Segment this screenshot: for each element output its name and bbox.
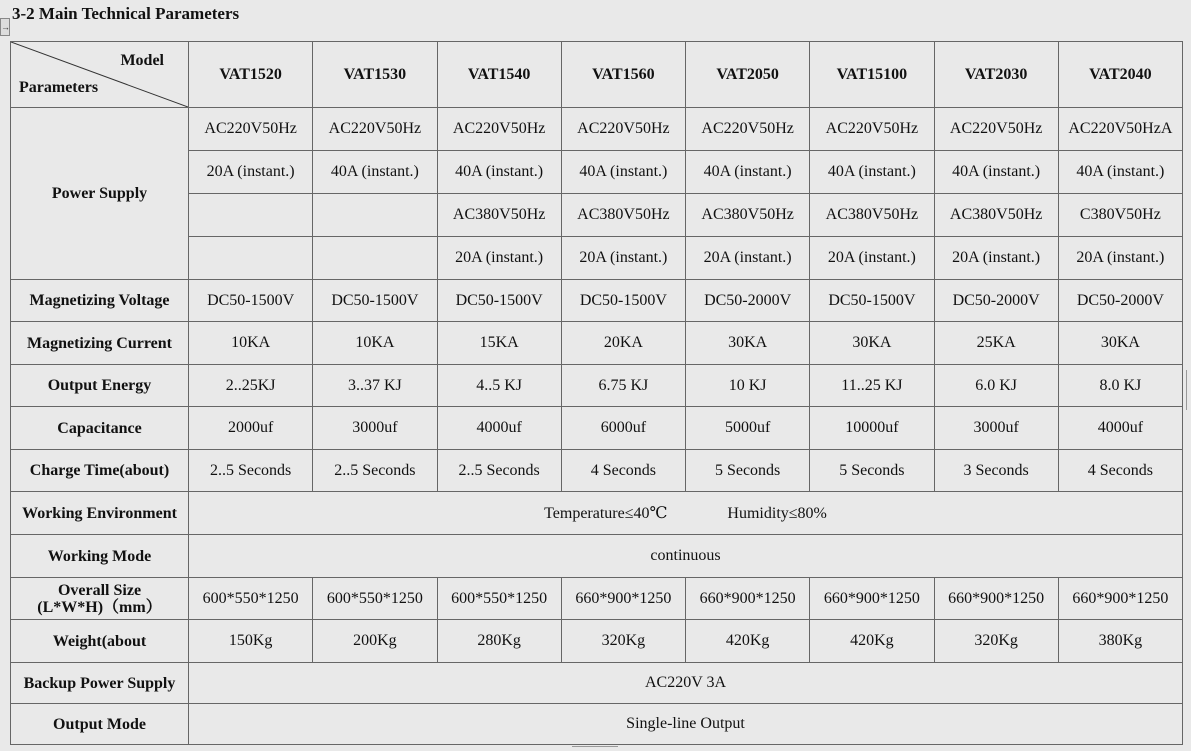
- table-cell: AC380V50Hz: [686, 194, 810, 237]
- table-cell: 20A (instant.): [810, 237, 934, 280]
- output-energy-row: [11, 365, 1183, 407]
- table-cell: 600*550*1250: [313, 578, 437, 620]
- table-cell: 30KA: [686, 322, 810, 365]
- scroll-edge: [1186, 370, 1191, 410]
- table-cell: 40A (instant.): [437, 151, 561, 194]
- table-cell: AC220V50Hz: [313, 108, 437, 151]
- row-label: Magnetizing Current: [11, 322, 189, 365]
- table-cell: 25KA: [934, 322, 1058, 365]
- table-cell: 320Kg: [934, 620, 1058, 663]
- working-mode-row: [11, 535, 1183, 578]
- row-label: Magnetizing Voltage: [11, 280, 189, 322]
- table-cell: AC380V50Hz: [810, 194, 934, 237]
- table-cell: 40A (instant.): [1058, 151, 1182, 194]
- table-cell: C380V50Hz: [1058, 194, 1182, 237]
- table-cell: AC220V50Hz: [934, 108, 1058, 151]
- table-cell: 660*900*1250: [810, 578, 934, 620]
- table-cell: 10KA: [189, 322, 313, 365]
- power-supply-label: Power Supply: [11, 108, 189, 280]
- table-cell: DC50-2000V: [934, 280, 1058, 322]
- row-label: Output Mode: [11, 704, 189, 745]
- table-cell: DC50-2000V: [686, 280, 810, 322]
- table-cell: 320Kg: [561, 620, 685, 663]
- table-cell: AC220V50Hz: [561, 108, 685, 151]
- page-heading: 3-2 Main Technical Parameters: [12, 4, 240, 23]
- table-cell: [189, 194, 313, 237]
- row-label: Backup Power Supply: [11, 663, 189, 704]
- scroll-marker: [572, 746, 618, 751]
- table-cell: 2..5 Seconds: [189, 450, 313, 492]
- technical-parameters-table: [10, 41, 1183, 745]
- overall-size-label-line1: Overall Size: [57, 581, 142, 599]
- table-cell: 10KA: [313, 322, 437, 365]
- working-mode-value: continuous: [189, 535, 1183, 578]
- capacitance-row: [11, 407, 1183, 450]
- table-cell: 6000uf: [561, 407, 685, 450]
- row-label: Working Environment: [11, 492, 189, 535]
- table-cell: DC50-1500V: [313, 280, 437, 322]
- table-cell: 3000uf: [313, 407, 437, 450]
- backup-power-row: [11, 663, 1183, 704]
- table-cell: 420Kg: [686, 620, 810, 663]
- table-cell: 3000uf: [934, 407, 1058, 450]
- table-cell: DC50-1500V: [437, 280, 561, 322]
- table-cell: 10000uf: [810, 407, 934, 450]
- table-cell: 40A (instant.): [934, 151, 1058, 194]
- table-cell: AC380V50Hz: [437, 194, 561, 237]
- humidity-value: Humidity≤80%: [727, 505, 827, 522]
- table-cell: 600*550*1250: [437, 578, 561, 620]
- table-cell: 20A (instant.): [189, 151, 313, 194]
- table-cell: 30KA: [1058, 322, 1182, 365]
- table-cell: 5000uf: [686, 407, 810, 450]
- table-cell: DC50-1500V: [810, 280, 934, 322]
- model-cell: VAT1560: [561, 42, 685, 108]
- table-cell: 40A (instant.): [810, 151, 934, 194]
- table-cell: 280Kg: [437, 620, 561, 663]
- table-cell: 20A (instant.): [934, 237, 1058, 280]
- table-cell: 380Kg: [1058, 620, 1182, 663]
- table-cell: [313, 194, 437, 237]
- table-cell: 660*900*1250: [934, 578, 1058, 620]
- table-cell: AC220V50Hz: [686, 108, 810, 151]
- table-cell: [313, 237, 437, 280]
- table-cell: 40A (instant.): [686, 151, 810, 194]
- magnetizing-voltage-row: [11, 280, 1183, 322]
- output-mode-value: Single-line Output: [189, 704, 1183, 745]
- row-label: Charge Time(about): [11, 450, 189, 492]
- model-header-row: [11, 42, 1183, 108]
- overall-size-label-line2: (L*W*H)（mm）: [37, 598, 162, 616]
- table-cell: DC50-1500V: [561, 280, 685, 322]
- table-cell: DC50-2000V: [1058, 280, 1182, 322]
- table-cell: 600*550*1250: [189, 578, 313, 620]
- table-cell: 4..5 KJ: [437, 365, 561, 407]
- model-cell: VAT2050: [686, 42, 810, 108]
- table-cell: AC220V50HzA: [1058, 108, 1182, 151]
- table-cell: 40A (instant.): [561, 151, 685, 194]
- table-cell: 150Kg: [189, 620, 313, 663]
- backup-power-value: AC220V 3A: [189, 663, 1183, 704]
- table-cell: 20A (instant.): [561, 237, 685, 280]
- table-cell: 20A (instant.): [1058, 237, 1182, 280]
- model-cell: VAT1520: [189, 42, 313, 108]
- table-cell: 2..5 Seconds: [437, 450, 561, 492]
- table-cell: 4 Seconds: [561, 450, 685, 492]
- table-cell: 2..5 Seconds: [313, 450, 437, 492]
- table-cell: 6.0 KJ: [934, 365, 1058, 407]
- table-cell: 4000uf: [1058, 407, 1182, 450]
- model-cell: VAT15100: [810, 42, 934, 108]
- output-mode-row: [11, 704, 1183, 745]
- table-cell: 40A (instant.): [313, 151, 437, 194]
- working-environment-value: [189, 492, 1183, 535]
- table-cell: 30KA: [810, 322, 934, 365]
- working-environment-row: [11, 492, 1183, 535]
- table-cell: 660*900*1250: [1058, 578, 1182, 620]
- row-label: Output Energy: [11, 365, 189, 407]
- table-cell: AC220V50Hz: [437, 108, 561, 151]
- parameters-label: Parameters: [19, 79, 99, 96]
- model-label: Model: [120, 52, 164, 69]
- table-cell: 4000uf: [437, 407, 561, 450]
- row-label: [11, 578, 189, 620]
- table-cell: 3..37 KJ: [313, 365, 437, 407]
- model-cell: VAT2040: [1058, 42, 1182, 108]
- table-cell: 5 Seconds: [810, 450, 934, 492]
- table-cell: 200Kg: [313, 620, 437, 663]
- table-cell: 11..25 KJ: [810, 365, 934, 407]
- table-cell: 5 Seconds: [686, 450, 810, 492]
- table-cell: AC380V50Hz: [934, 194, 1058, 237]
- model-cell: VAT2030: [934, 42, 1058, 108]
- magnetizing-current-row: [11, 322, 1183, 365]
- table-cell: AC380V50Hz: [561, 194, 685, 237]
- weight-row: [11, 620, 1183, 663]
- collapse-arrow-icon[interactable]: →: [0, 18, 10, 36]
- table-cell: 3 Seconds: [934, 450, 1058, 492]
- table-cell: AC220V50Hz: [810, 108, 934, 151]
- model-cell: VAT1530: [313, 42, 437, 108]
- table-cell: 20A (instant.): [437, 237, 561, 280]
- table-cell: [189, 237, 313, 280]
- temperature-value: Temperature≤40℃: [544, 505, 668, 522]
- table-cell: 2000uf: [189, 407, 313, 450]
- table-cell: 6.75 KJ: [561, 365, 685, 407]
- table-cell: 660*900*1250: [561, 578, 685, 620]
- table-cell: 10 KJ: [686, 365, 810, 407]
- table-cell: 4 Seconds: [1058, 450, 1182, 492]
- table-cell: DC50-1500V: [189, 280, 313, 322]
- table-cell: 20A (instant.): [686, 237, 810, 280]
- row-label: Weight(about: [11, 620, 189, 663]
- table-cell: 20KA: [561, 322, 685, 365]
- table-cell: 420Kg: [810, 620, 934, 663]
- table-cell: 15KA: [437, 322, 561, 365]
- power-supply-row-1: [11, 108, 1183, 151]
- corner-header-cell: [11, 42, 189, 108]
- table-cell: AC220V50Hz: [189, 108, 313, 151]
- table-cell: 8.0 KJ: [1058, 365, 1182, 407]
- model-cell: VAT1540: [437, 42, 561, 108]
- table-cell: 660*900*1250: [686, 578, 810, 620]
- table-cell: 2..25KJ: [189, 365, 313, 407]
- row-label: Working Mode: [11, 535, 189, 578]
- overall-size-row: [11, 578, 1183, 620]
- charge-time-row: [11, 450, 1183, 492]
- row-label: Capacitance: [11, 407, 189, 450]
